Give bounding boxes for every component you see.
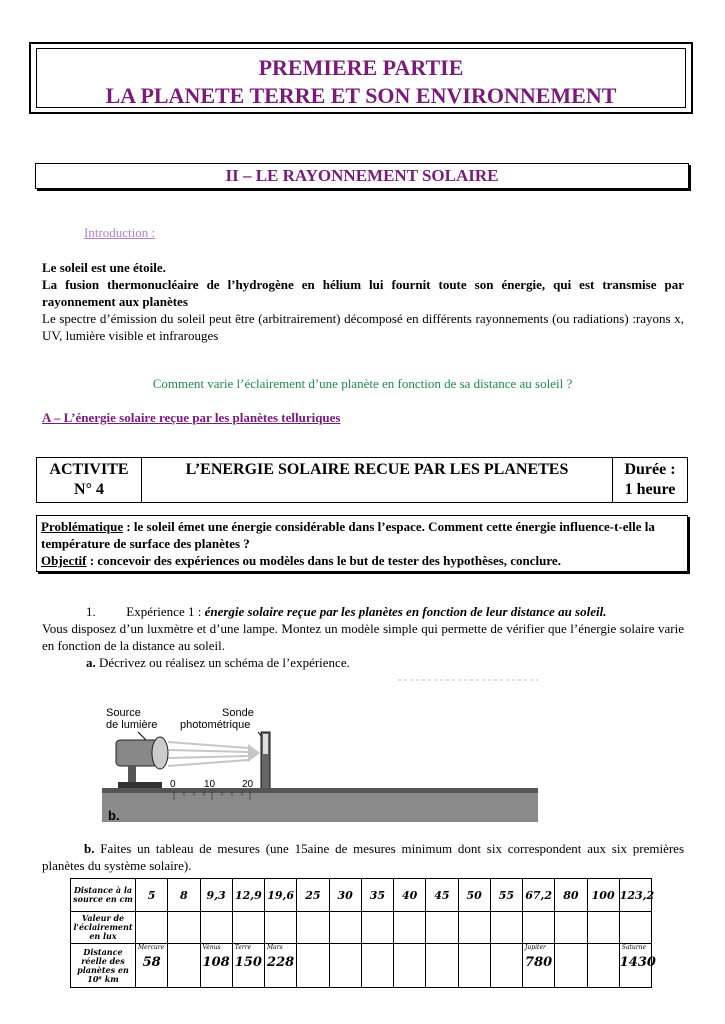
real-distance-value: 108 xyxy=(202,955,230,970)
intro-p3: Le spectre d’émission du soleil peut être (arbitrairement) décomposé en différents rayonnements (ou radiations) :rayons x, UV, lumière visible et infrarouges xyxy=(42,311,684,343)
lux-cell[interactable] xyxy=(490,912,522,944)
distance-cell: 123,2 xyxy=(619,879,651,912)
section-title: II – LE RAYONNEMENT SOLAIRE xyxy=(35,163,689,189)
experiment-figure xyxy=(98,678,538,826)
problem-box xyxy=(36,515,688,572)
intro-p1: Le soleil est une étoile. xyxy=(42,260,166,275)
scale-label-10: 10 xyxy=(204,779,216,790)
experiment-heading-label: Expérience 1 : xyxy=(126,604,202,619)
activity-header-table xyxy=(36,457,688,503)
lux-cell[interactable] xyxy=(200,912,232,944)
figure-sonde-label-1: Sonde xyxy=(222,707,254,719)
real-distance-cell xyxy=(426,944,458,988)
lux-cell[interactable] xyxy=(136,912,168,944)
planet-name: Mercure xyxy=(138,944,165,951)
real-distance-cell xyxy=(265,944,297,988)
measurement-table xyxy=(70,878,656,988)
distance-cell: 40 xyxy=(394,879,426,912)
real-distance-cell xyxy=(168,944,200,988)
intro-text xyxy=(42,259,684,344)
step-b-label: b. xyxy=(84,841,95,856)
real-distance-value: 1430 xyxy=(619,955,656,970)
real-distance-cell xyxy=(458,944,490,988)
lux-cell[interactable] xyxy=(265,912,297,944)
activity-title: L’ENERGIE SOLAIRE RECUE PAR LES PLANETES xyxy=(142,458,613,503)
distance-cell: 45 xyxy=(426,879,458,912)
step-a-text: Décrivez ou réalisez un schéma de l’expérience. xyxy=(95,655,350,670)
real-distance-value: 780 xyxy=(525,955,553,970)
real-distance-cell xyxy=(329,944,361,988)
real-distance-cell xyxy=(619,944,656,988)
problem-text: : le soleil émet une énergie considérable dans l’espace. Comment cette énergie influence-t-elle la température de surface des planètes ? xyxy=(41,519,655,551)
real-distance-cell xyxy=(490,944,522,988)
activity-duration-1: Durée : xyxy=(624,461,676,478)
real-distance-cell xyxy=(361,944,393,988)
lux-cell[interactable] xyxy=(297,912,329,944)
real-distance-cell xyxy=(297,944,329,988)
figure-sonde-label-2: photométrique xyxy=(180,719,251,731)
scale-label-20: 20 xyxy=(242,779,254,790)
lux-cell[interactable] xyxy=(329,912,361,944)
experiment-heading xyxy=(42,603,684,620)
lux-cell[interactable] xyxy=(232,912,264,944)
row-header-illuminance: Valeur de l'éclairement en lux xyxy=(71,912,136,944)
figure-letter: b. xyxy=(108,808,120,823)
lux-cell[interactable] xyxy=(587,912,619,944)
activity-label-1: ACTIVITE xyxy=(49,461,129,478)
real-distance-cell xyxy=(587,944,619,988)
table-row xyxy=(71,944,652,988)
title-line-2: LA PLANETE TERRE ET SON ENVIRONNEMENT xyxy=(105,83,617,108)
table-row xyxy=(71,879,652,912)
planet-name: Jupiter xyxy=(525,944,546,951)
distance-cell: 19,6 xyxy=(265,879,297,912)
subsection-title: A – L’énergie solaire reçue par les planètes telluriques xyxy=(42,410,341,425)
lux-cell[interactable] xyxy=(394,912,426,944)
step-b xyxy=(42,840,684,874)
title-inner xyxy=(36,48,686,108)
row-header-real-distance: Distance réelle des planètes en 10⁶ km xyxy=(71,944,136,988)
activity-duration-cell xyxy=(613,458,688,503)
experiment-text: Vous disposez d’un luxmètre et d’une lampe. Montez un modèle simple qui permette de vérifier que l’énergie solaire varie en fonction de la distance au soleil. xyxy=(42,621,684,653)
title-box xyxy=(29,42,693,114)
guiding-question: Comment varie l’éclairement d’une planète en fonction de sa distance au soleil ? xyxy=(152,376,573,391)
lux-cell[interactable] xyxy=(523,912,555,944)
lux-cell[interactable] xyxy=(619,912,651,944)
objective-line xyxy=(41,552,683,569)
distance-cell: 67,2 xyxy=(523,879,555,912)
distance-cell: 9,3 xyxy=(200,879,232,912)
title-line-1: PREMIERE PARTIE xyxy=(258,55,464,80)
lux-cell[interactable] xyxy=(168,912,200,944)
lux-cell[interactable] xyxy=(458,912,490,944)
real-distance-cell xyxy=(136,944,168,988)
distance-cell: 55 xyxy=(490,879,522,912)
real-distance-cell xyxy=(523,944,555,988)
real-distance-cell xyxy=(200,944,232,988)
planet-name: Saturne xyxy=(621,944,646,951)
experiment-block xyxy=(42,603,684,671)
objective-text: : concevoir des expériences ou modèles dans le but de tester des hypothèses, conclure. xyxy=(86,553,561,568)
objective-label: Objectif xyxy=(41,553,87,568)
distance-cell: 100 xyxy=(587,879,619,912)
experiment-heading-italic: énergie solaire reçue par les planètes en fonction de leur distance au soleil. xyxy=(204,604,607,619)
distance-cell: 5 xyxy=(136,879,168,912)
lux-cell[interactable] xyxy=(361,912,393,944)
intro-p2: La fusion thermonucléaire de l’hydrogène en hélium lui fournit toute son énergie, qui est transmise par rayonnement aux planètes xyxy=(42,277,684,309)
real-distance-cell xyxy=(394,944,426,988)
table-row xyxy=(71,912,652,944)
real-distance-cell xyxy=(555,944,587,988)
distance-cell: 50 xyxy=(458,879,490,912)
problem-label: Problématique xyxy=(41,519,124,534)
step-a xyxy=(42,654,684,671)
distance-cell: 8 xyxy=(168,879,200,912)
step-a-label: a. xyxy=(86,655,96,670)
row-header-distance: Distance à la source en cm xyxy=(71,879,136,912)
lux-cell[interactable] xyxy=(555,912,587,944)
figure-source-label-1: Source xyxy=(106,707,141,719)
distance-cell: 12,9 xyxy=(232,879,264,912)
lux-cell[interactable] xyxy=(426,912,458,944)
distance-cell: 25 xyxy=(297,879,329,912)
real-distance-value: 58 xyxy=(142,955,161,970)
activity-label-2: N° 4 xyxy=(74,481,104,498)
real-distance-cell xyxy=(232,944,264,988)
intro-label: Introduction : xyxy=(84,225,156,240)
step-b-text: Faites un tableau de mesures (une 15aine de mesures minimum dont six correspondent aux six premières planètes du système solaire). xyxy=(42,841,684,873)
planet-name: Vénus xyxy=(202,944,221,951)
photometric-probe-icon xyxy=(261,732,270,790)
experiment-number: 1. xyxy=(86,604,96,619)
problem-line xyxy=(41,518,683,552)
real-distance-value: 150 xyxy=(234,955,262,970)
planet-name: Terre xyxy=(234,944,252,951)
scale-label-0: 0 xyxy=(170,779,176,790)
real-distance-value: 228 xyxy=(267,955,295,970)
distance-cell: 35 xyxy=(361,879,393,912)
figure-source-label-2: de lumière xyxy=(106,719,158,731)
planet-name: Mars xyxy=(267,944,283,951)
distance-cell: 30 xyxy=(329,879,361,912)
activity-duration-2: 1 heure xyxy=(624,481,676,498)
distance-cell: 80 xyxy=(555,879,587,912)
activity-label-cell xyxy=(37,458,142,503)
optical-bench xyxy=(102,788,538,822)
